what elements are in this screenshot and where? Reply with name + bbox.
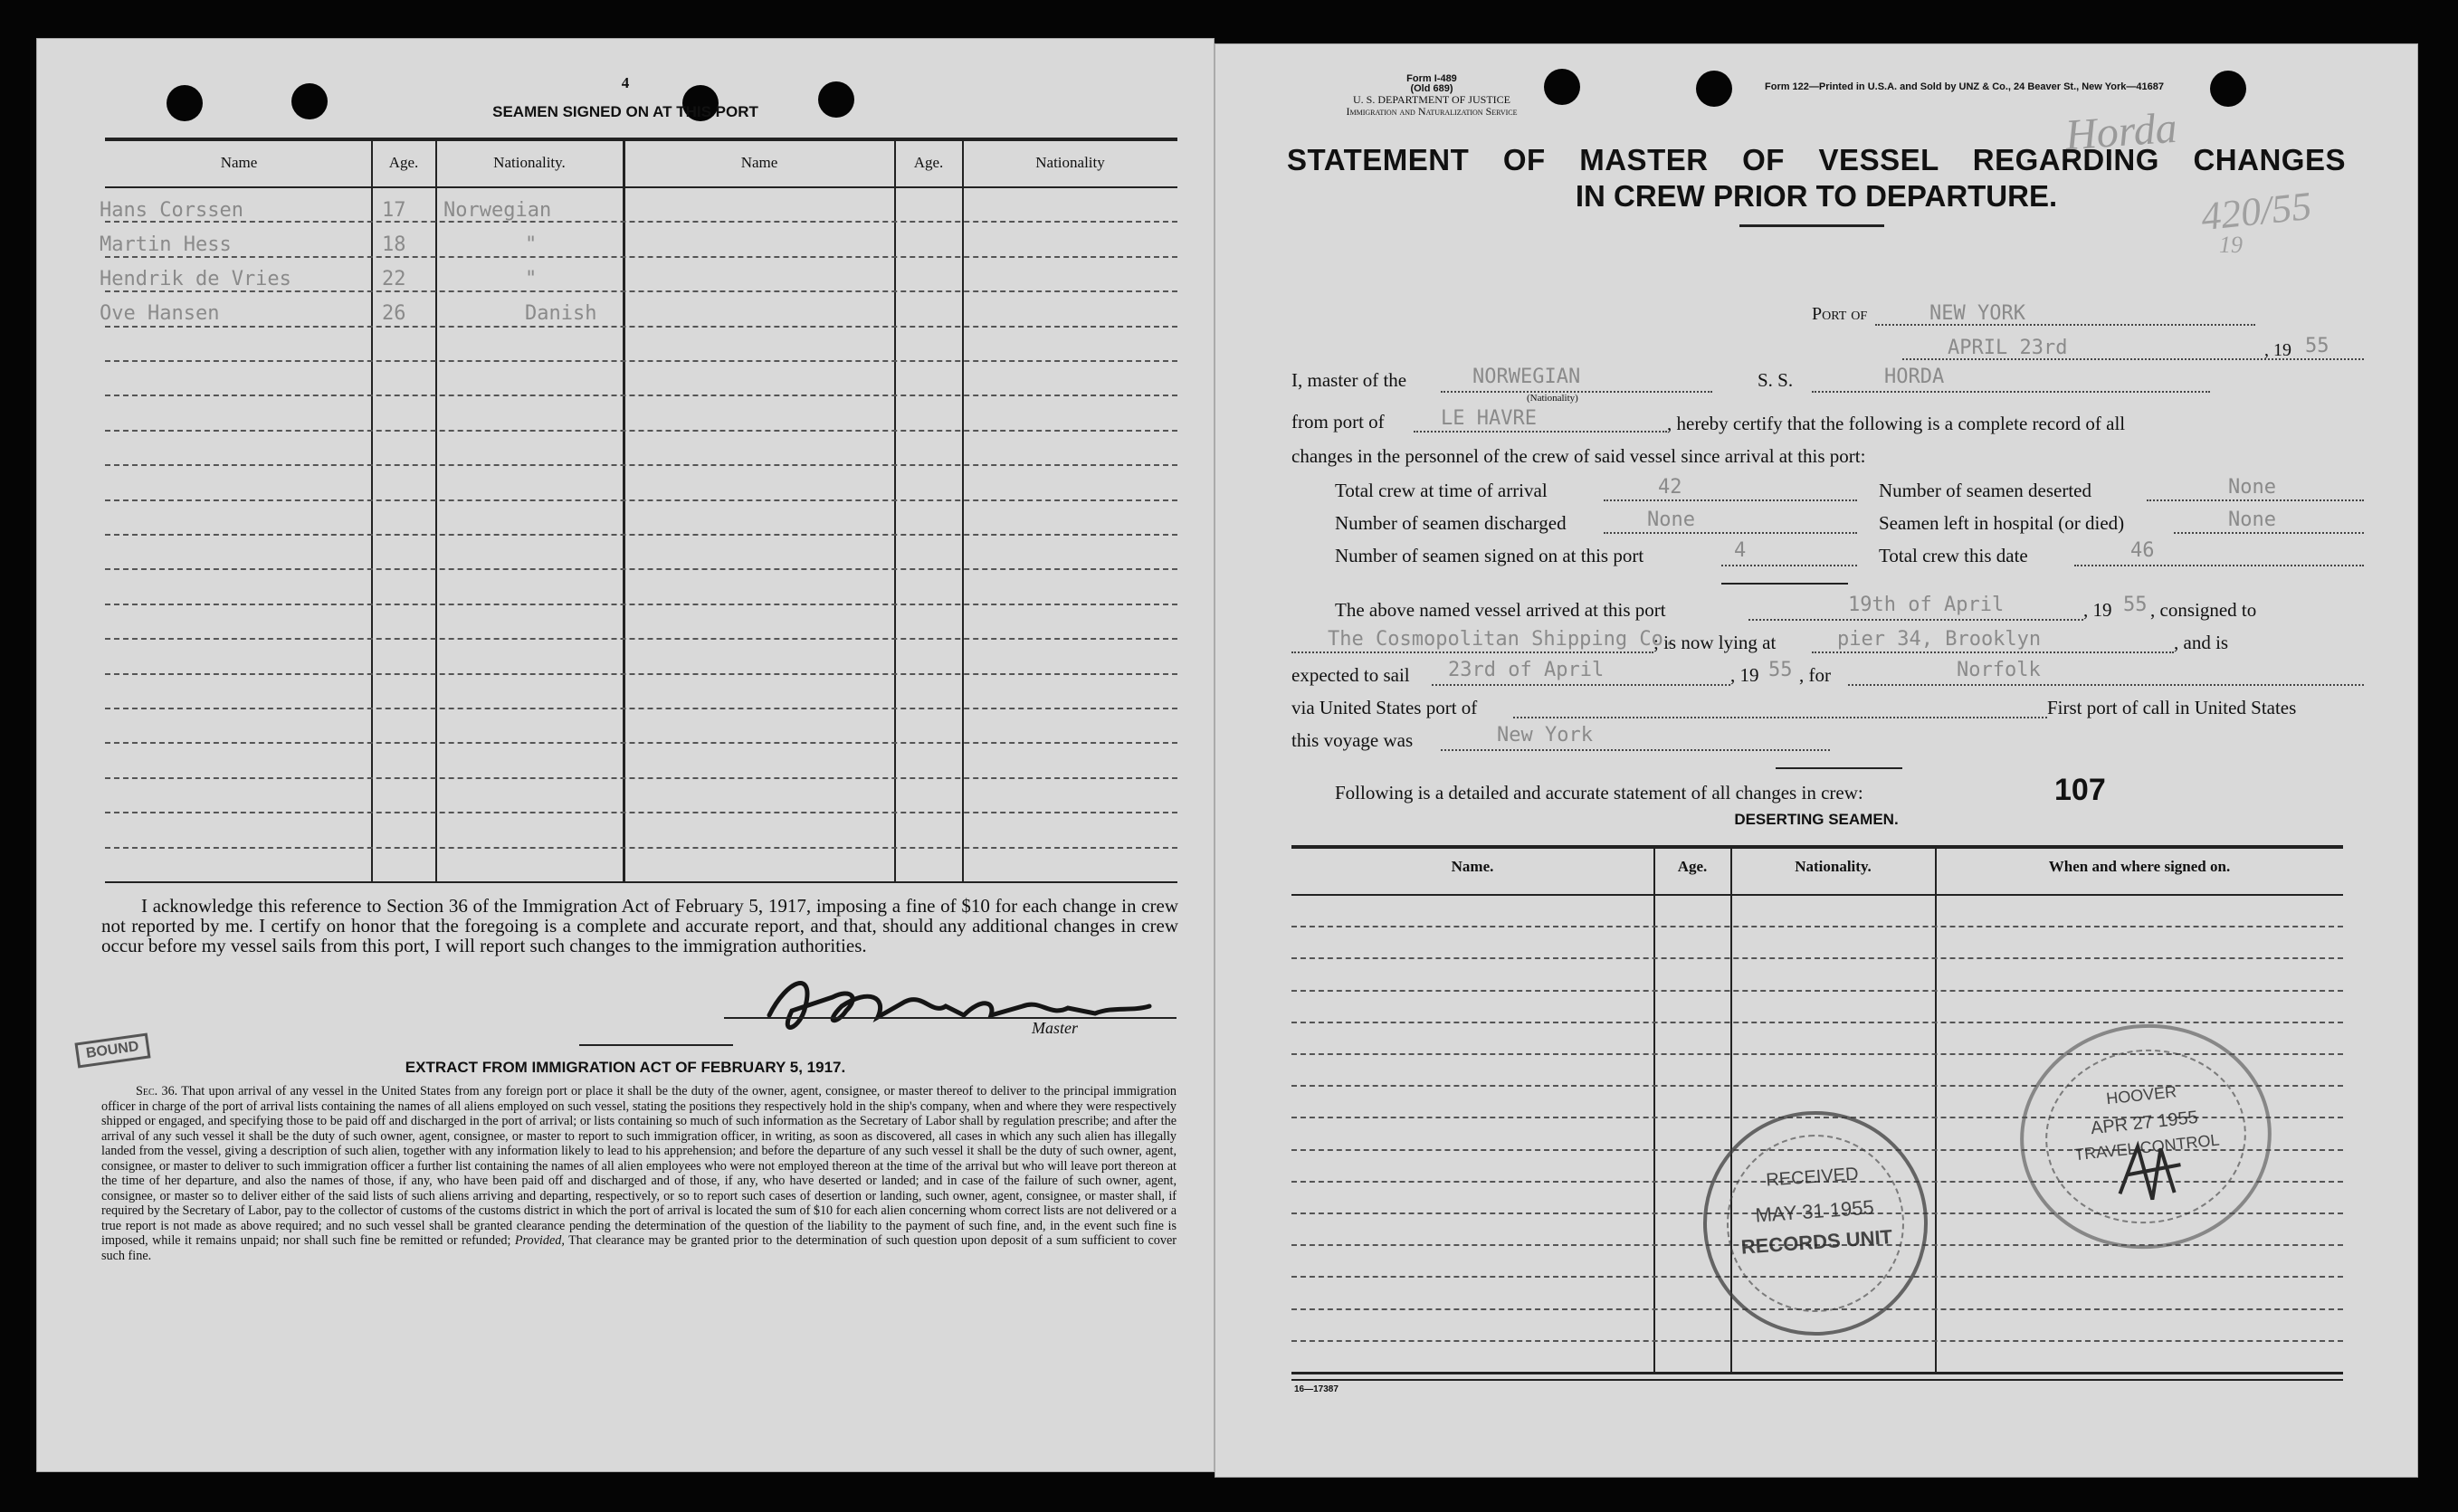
nationality-caption: (Nationality)	[1527, 393, 1578, 404]
handwritten-sub: 19	[2219, 232, 2243, 258]
table-row	[105, 221, 1177, 223]
for-label: , for	[1799, 664, 1831, 686]
first-port-label: First port of call in United States	[2047, 697, 2297, 718]
consigned-label: , consigned to	[2150, 599, 2257, 621]
discharged-label: Number of seamen discharged	[1335, 512, 1567, 534]
seaman-age: 18	[382, 233, 406, 256]
year-prefix: , 19	[2264, 340, 2291, 360]
table-row	[105, 777, 1177, 779]
hospital-value: None	[2228, 509, 2276, 531]
seaman-nationality: "	[525, 268, 538, 290]
seaman-name: Hendrik de Vries	[100, 268, 291, 290]
following-text: Following is a detailed and accurate statement of all changes in crew:	[1335, 782, 1863, 804]
seaman-name: Ove Hansen	[100, 302, 220, 325]
column-header: Nationality	[1035, 154, 1105, 171]
seaman-nationality: Norwegian	[443, 199, 552, 222]
form-title: STATEMENT OF MASTER OF VESSEL REGARDING CHANGES	[1287, 143, 2346, 176]
stamp-unit: RECORDS UNIT	[1740, 1225, 1893, 1259]
expected-value: 23rd of April	[1448, 659, 1605, 681]
voyage-value: New York	[1497, 724, 1593, 746]
initials-mark	[2104, 1122, 2204, 1222]
punch-hole	[2210, 71, 2246, 107]
table-row	[105, 742, 1177, 744]
section-tail: That clearance may be granted prior to the determination of such question upon deposit of a sum sufficient to cover such fine.	[101, 1233, 1177, 1263]
deserted-value: None	[2228, 476, 2276, 499]
service-name: Immigration and Naturalization Service	[1346, 105, 1518, 118]
stamp-top: HOOVER	[2105, 1082, 2178, 1108]
expected-label: expected to sail	[1291, 664, 1410, 686]
left-page	[36, 38, 1215, 1472]
table-row	[105, 534, 1177, 536]
travel-control-stamp	[2009, 1012, 2282, 1261]
seaman-age: 22	[382, 268, 406, 290]
arrived-year-value: 55	[2123, 594, 2148, 616]
crew-count: 107	[2054, 773, 2106, 807]
extract-title: EXTRACT FROM IMMIGRATION ACT OF FEBRUARY 5, 1917.	[405, 1059, 846, 1076]
arrived-value: 19th of April	[1848, 594, 2005, 616]
table-row	[105, 638, 1177, 640]
provided-word: Provided,	[514, 1233, 565, 1248]
table-row	[105, 708, 1177, 709]
total-crew-date-value: 46	[2130, 539, 2155, 562]
via-label: via United States port of	[1291, 697, 1478, 718]
hospital-label: Seamen left in hospital (or died)	[1879, 512, 2125, 534]
section-title: SEAMEN SIGNED ON AT THIS PORT	[492, 103, 758, 120]
handwritten-ship: Horda	[2063, 103, 2179, 160]
signed-on-value: 4	[1734, 539, 1747, 562]
consignee-value: The Cosmopolitan Shipping Co.	[1328, 628, 1676, 651]
master-label: Master	[1032, 1019, 1078, 1037]
table-row	[105, 604, 1177, 605]
right-page	[1215, 43, 2418, 1478]
section-label: Sec. 36.	[136, 1084, 178, 1098]
deserting-title: DESERTING SEAMEN.	[1734, 811, 1899, 828]
page-number: 4	[621, 74, 630, 91]
total-crew-arrival-value: 42	[1658, 476, 1682, 499]
ship-value: HORDA	[1884, 366, 1945, 388]
form-number: Form I-489 (Old 689)	[1406, 73, 1457, 94]
lying-value: pier 34, Brooklyn	[1837, 628, 2042, 651]
discharged-value: None	[1647, 509, 1695, 531]
seaman-age: 17	[382, 199, 406, 222]
ss-label: S. S.	[1758, 369, 1794, 391]
table-row	[105, 673, 1177, 675]
nationality-value: NORWEGIAN	[1472, 366, 1581, 388]
seaman-nationality: "	[525, 233, 538, 256]
acknowledgment-text: I acknowledge this reference to Section 36 of the Immigration Act of February 5, 1917, imposing a fine of $10 for each change in crew not reported by me. I certify on honor that the foregoing is a complete and accurate report, and that, should any additional changes in crew occur before my vessel sails from this port, I will report such changes to the immigration authorities.	[101, 895, 1178, 956]
table-row	[105, 847, 1177, 849]
seaman-name: Martin Hess	[100, 233, 232, 256]
column-header: When and where signed on.	[2048, 858, 2231, 875]
department-name: U. S. DEPARTMENT OF JUSTICE	[1353, 93, 1510, 106]
column-header: Age.	[388, 154, 419, 171]
master-label: I, master of the	[1291, 369, 1407, 391]
seaman-nationality: Danish	[525, 302, 597, 325]
table-row	[105, 499, 1177, 501]
from-port-value: LE HAVRE	[1441, 407, 1537, 430]
signed-on-label: Number of seamen signed on at this port	[1335, 545, 1644, 566]
table-row	[105, 326, 1177, 328]
and-is-text: , and is	[2174, 632, 2229, 653]
voyage-label: this voyage was	[1291, 729, 1414, 751]
arrived-label: The above named vessel arrived at this port	[1335, 599, 1666, 621]
year-value: 55	[2305, 335, 2329, 357]
table-row	[105, 395, 1177, 396]
table-row	[105, 812, 1177, 813]
table-row	[1291, 990, 2343, 992]
column-header: Name	[220, 154, 258, 171]
printer-note: Form 122—Printed in U.S.A. and Sold by UNZ & Co., 24 Beaver St., New York—41687	[1765, 81, 2164, 92]
table-row	[1291, 1340, 2343, 1342]
column-header: Name.	[1451, 858, 1494, 875]
column-header: Name	[740, 154, 778, 171]
table-row	[1291, 926, 2343, 927]
stamp-date: APR 27 1955	[2090, 1107, 2199, 1139]
sail-year-value: 55	[1768, 659, 1793, 681]
table-row	[105, 568, 1177, 570]
deserted-label: Number of seamen deserted	[1879, 480, 2091, 501]
bound-stamp: BOUND	[74, 1033, 150, 1069]
port-value: NEW YORK	[1929, 302, 2025, 325]
handwritten-number: 420/55	[2198, 183, 2314, 240]
total-crew-date-label: Total crew this date	[1879, 545, 2028, 566]
column-header: Age.	[913, 154, 944, 171]
from-port-label: from port of	[1291, 411, 1385, 433]
for-value: Norfolk	[1957, 659, 2041, 681]
table-row	[105, 256, 1177, 258]
table-row	[105, 430, 1177, 432]
form-footer: 16—17387	[1294, 1384, 1339, 1394]
stamp-date: MAY 31 1955	[1754, 1195, 1875, 1227]
port-label: Port of	[1812, 304, 1868, 324]
agency-block	[1287, 94, 1577, 118]
arrived-year-prefix: , 19	[2083, 599, 2112, 621]
column-header: Age.	[1677, 858, 1708, 875]
stamp-unit: TRAVEL CONTROL	[2073, 1130, 2221, 1165]
punch-hole	[1696, 71, 1732, 107]
total-crew-arrival-label: Total crew at time of arrival	[1335, 480, 1548, 501]
column-header: Nationality.	[1795, 858, 1872, 875]
sail-year-prefix: , 19	[1730, 664, 1759, 686]
date-value: APRIL 23rd	[1948, 337, 2068, 359]
section-body: That upon arrival of any vessel in the United States from any foreign port or place it shall be the duty of the owner, agent, consignee, or master thereof to deliver to the principal immigration officer in charge of the port of arrival lists containing the names of all aliens employed on such vessel, stating the positions they respectively hold in the ship's company, when and where they were respectively shipped or engaged, and specifying those to be paid off and discharged in the port of arrival; or lists containing so much of such information as the Secretary of Labor shall by regulation prescribe; and after the arrival of any such vessel it shall be the duty of such owner, agent, consignee, or master to report to such immigration officer, in writing, as soon as discovered, all cases in which any such alien has illegally landed from the vessel, giving a description of such alien, together with any information likely to lead to his apprehension; and before the departure of any such vessel it shall be the duty of such owner, agent, consignee, or master to deliver to such immigration officer a further list containing the names of all alien employees who were not employed thereon at the time of the arrival but who will leave port thereon at the time of her departure, and also the names of those, if any, who have been paid off and discharged and of those, if any, who have deserted or landed; and in case of the failure of such owner, agent, consignee, or master so to deliver either of the said lists of such aliens arriving and departing, respectively, or so to report such cases of desertion or landing, such owner, agent, consignee, or master shall, if required by the Secretary of Labor, pay to the collector of customs of the customs district in which the port of arrival is located the sum of $10 for each alien concerning whom correct lists are not delivered or a true report is not made as above required; and no such vessel shall be granted clearance pending the determination of the question of the liability to the payment of such fine, and, in the event such fine is imposed, while it remains unpaid; nor shall such fine be remitted or refunded;	[101, 1084, 1177, 1248]
certify-text: , hereby certify that the following is a complete record of all	[1667, 413, 2126, 434]
seaman-name: Hans Corssen	[100, 199, 243, 222]
form-title-2: IN CREW PRIOR TO DEPARTURE.	[1575, 179, 2058, 213]
table-row	[1291, 1022, 2343, 1023]
section-36-text	[101, 1084, 1177, 1263]
table-row	[105, 464, 1177, 466]
lying-label: ; is now lying at	[1653, 632, 1777, 653]
seaman-age: 26	[382, 302, 406, 325]
table-row	[105, 360, 1177, 362]
table-row	[105, 290, 1177, 292]
table-row	[1291, 957, 2343, 959]
changes-text: changes in the personnel of the crew of said vessel since arrival at this port:	[1291, 445, 1866, 467]
column-header: Nationality.	[493, 154, 566, 171]
stamp-received: RECEIVED	[1765, 1164, 1860, 1191]
master-signature	[751, 961, 1167, 1060]
